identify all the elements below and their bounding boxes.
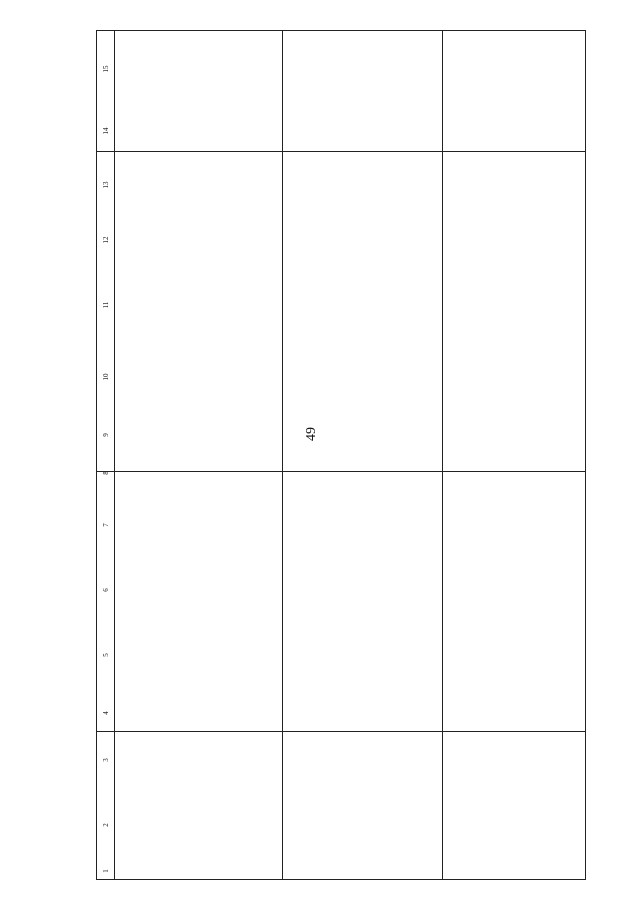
row-divider xyxy=(97,731,585,732)
col-divider xyxy=(442,31,443,879)
header-col-11: 11 xyxy=(102,301,110,309)
col-divider xyxy=(282,31,283,879)
header-col-15: 15 xyxy=(102,65,110,73)
header-col-8: 8 xyxy=(102,471,110,475)
header-col-3: 3 xyxy=(102,758,110,762)
page-number: 49 xyxy=(304,427,319,441)
header-col-1: 1 xyxy=(102,869,110,873)
header-col-7: 7 xyxy=(102,523,110,527)
header-col-9: 9 xyxy=(102,433,110,437)
header-col-5: 5 xyxy=(102,653,110,657)
header-col-13: 13 xyxy=(102,181,110,189)
header-col-12: 12 xyxy=(102,236,110,244)
header-row xyxy=(97,31,115,879)
row-divider xyxy=(97,151,585,152)
data-table xyxy=(96,30,586,880)
header-col-2: 2 xyxy=(102,823,110,827)
row-divider xyxy=(97,471,585,472)
header-col-6: 6 xyxy=(102,588,110,592)
header-col-14: 14 xyxy=(102,127,110,135)
header-col-10: 10 xyxy=(102,373,110,381)
header-col-4: 4 xyxy=(102,711,110,715)
